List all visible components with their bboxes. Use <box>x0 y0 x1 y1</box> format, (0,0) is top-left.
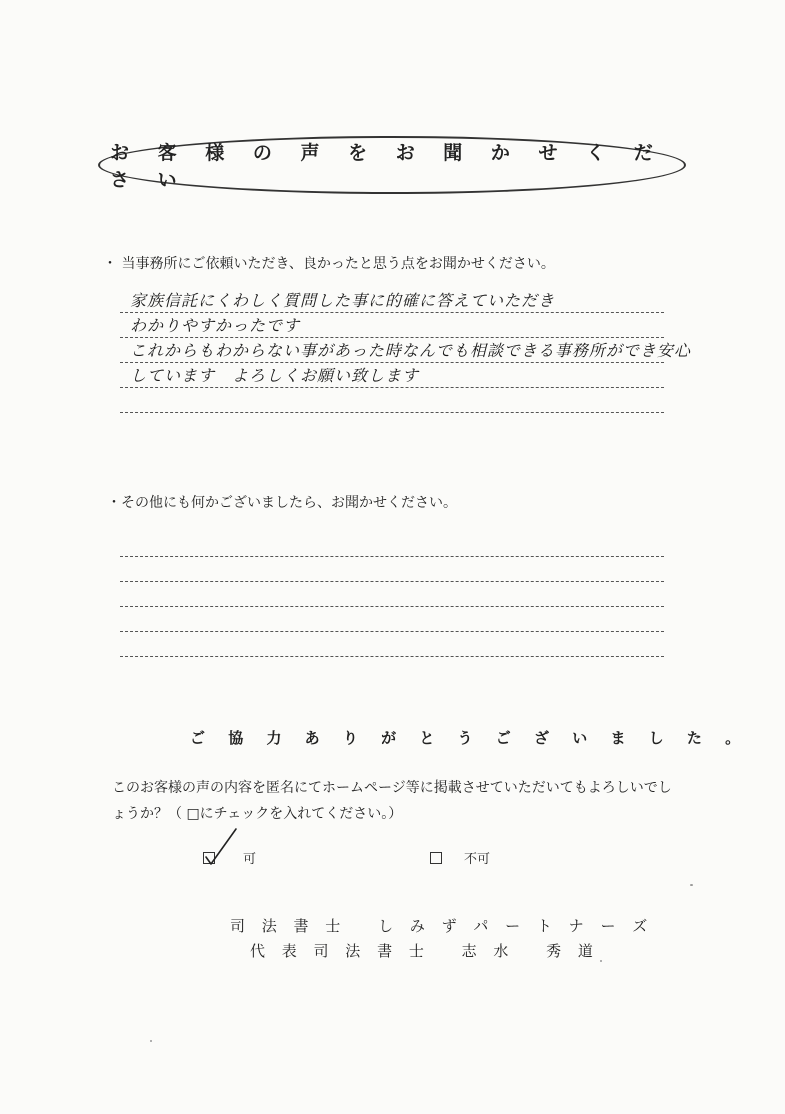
title-oval <box>98 136 686 194</box>
answer-line <box>120 532 664 557</box>
handwritten-text: これからもわからない事があった時なんでも相談できる事務所ができ安心 <box>130 341 691 360</box>
answer-line <box>120 313 664 338</box>
thanks-message: ご 協 力 あ り が と う ご ざ い ま し た 。 <box>190 729 750 747</box>
ng-label: 不可 <box>464 852 491 867</box>
answer-line <box>120 582 664 607</box>
option-ok[interactable] <box>203 848 256 867</box>
handwritten-text: わかりやすかったです <box>130 316 301 335</box>
ok-checkbox[interactable] <box>203 852 215 864</box>
ok-label: 可 <box>243 852 257 867</box>
question-2-prompt: ・その他にも何かございましたら、お聞かせください。 <box>107 495 457 511</box>
check-mark-icon <box>202 827 242 867</box>
handwritten-text: 家族信託にくわしく質問した事に的確に答えていただき <box>130 291 556 310</box>
ng-checkbox[interactable] <box>430 852 442 864</box>
option-ng[interactable] <box>430 848 490 867</box>
representative-name: 代 表 司 法 書 士 志 水 秀 道 <box>250 942 599 960</box>
answer-2-lines <box>120 532 664 657</box>
office-name: 司 法 書 士 し み ず パ ー ト ナ ー ズ <box>230 917 654 935</box>
consent-question: このお客様の声の内容を匿名にてホームページ等に掲載させていただいてもよろしいでしょうか？（ □にチェックを入れてください。） <box>112 780 672 822</box>
question-1-prompt: ・ 当事務所にご依頼いただき、良かったと思う点をお聞かせください。 <box>103 256 555 272</box>
answer-1-lines <box>120 288 691 413</box>
answer-line <box>120 363 664 388</box>
answer-line <box>120 607 664 632</box>
handwritten-text: しています よろしくお願い致します <box>130 366 420 385</box>
answer-line <box>120 557 664 582</box>
answer-line <box>120 338 691 363</box>
answer-line <box>120 632 664 657</box>
answer-line <box>120 388 664 413</box>
form-title: お 客 様 の 声 を お 聞 か せ く だ さ い <box>110 142 664 191</box>
answer-line <box>120 288 664 313</box>
